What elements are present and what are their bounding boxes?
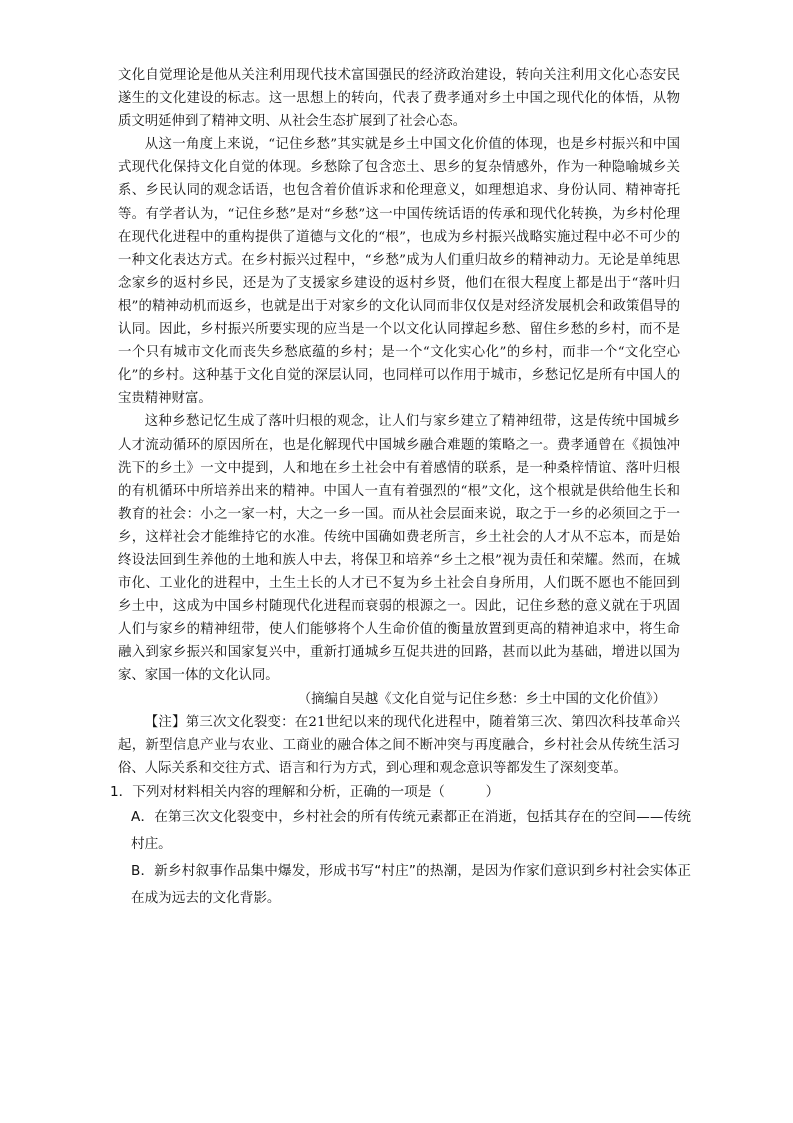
footnote: 【注】第三次文化裂变：在21世纪以来的现代化进程中，随着第三次、第四次科技革命兴起，新型信息产业与农业、工商业的融合体之间不断冲突与再度融合，乡村社会从传统生活习俗、人际关系和交往方式、语言和行为方式，到心理和观念意识等都发生了深刻变革。 xyxy=(118,714,680,776)
option-a[interactable]: A．在第三次文化裂变中，乡村社会的所有传统元素都正在消逝，包括其存在的空间——传统村庄。 xyxy=(131,808,691,852)
option-b[interactable]: B．新乡村叙事作品集中爆发，形成书写“村庄”的热潮，是因为作家们意识到乡村社会实体正在成为远去的文化背影。 xyxy=(131,862,691,906)
paragraph-3: 这种乡愁记忆生成了落叶归根的观念，让人们与家乡建立了精神纽带，这是传统中国城乡人才流动循环的原因所在，也是化解现代中国城乡融合难题的策略之一。费孝通曾在《损蚀冲洗下的乡土》一文中提到，人和地在乡土社会中有着感情的联系，是一种桑梓情谊、落叶归根的有机循环中所培养出来的精神。中国人一直有着强烈的“根”文化，这个根就是供给他生长和教育的社会：小之一家一村，大之一乡一国。而从社会层面来说，取之于一乡的必须回之于一乡，这样社会才能维持它的水准。传统中国确如费老所言，乡土社会的人才从不忘本，而是始终设法回到生养他的土地和族人中去，将保卫和培养“乡土之根”视为责任和荣耀。然而，在城市化、工业化的进程中，土生土长的人才已不复为乡土社会自身所用，人们既不愿也不能回到乡土中，这成为中国乡村随现代化进程而衰弱的根源之一。因此，记住乡愁的意义就在于巩固人们与家乡的精神纽带，使人们能够将个人生命价值的衡量放置到更高的精神追求中，将生命融入到家乡振兴和国家复兴中，重新打通城乡互促共进的回路，甚而以此为基础，增进以国为家、家国一体的文化认同。 xyxy=(118,414,680,684)
question-stem: 1．下列对材料相关内容的理解和分析，正确的一项是（ ） xyxy=(110,783,500,800)
document-page xyxy=(110,64,691,912)
paragraph-2: 从这一角度上来说，“记住乡愁”其实就是乡土中国文化价值的体现，也是乡村振兴和中国式现代化保持文化自觉的体现。乡愁除了包含恋土、思乡的复杂情感外，作为一种隐喻城乡关系、乡民认同的观念话语，也包含着价值诉求和伦理意义，如理想追求、身份认同、精神寄托等。有学者认为，“记住乡愁”是对“乡愁”这一中国传统话语的传承和现代化转换，为乡村伦理在现代化进程中的重构提供了道德与文化的“根”，也成为乡村振兴战略实施过程中必不可少的一种文化表达方式。在乡村振兴过程中，“乡愁”成为人们重归故乡的精神动力。无论是单纯思念家乡的返村乡民，还是为了支援家乡建设的返村乡贤，他们在很大程度上都是出于“落叶归根”的精神动机而返乡，也就是出于对家乡的文化认同而非仅仅是对经济发展机会和政策倡导的认同。因此，乡村振兴所要实现的应当是一个以文化认同撑起乡愁、留住乡愁的乡村，而不是一个只有城市文化而丧失乡愁底蕴的乡村；是一个“文化实心化”的乡村，而非一个“文化空心化”的乡村。这种基于文化自觉的深层认同，也同样可以作用于城市，乡愁记忆是所有中国人的宝贵精神财富。 xyxy=(118,137,680,407)
paragraph-1: 文化自觉理论是他从关注利用现代技术富国强民的经济政治建设，转向关注利用文化心态安民遂生的文化建设的标志。这一思想上的转向，代表了费孝通对乡土中国之现代化的体悟，从物质文明延伸到了精神文明、从社会生态扩展到了社会心态。 xyxy=(118,68,680,130)
source-citation: （摘编自吴越《文化自觉与记住乡愁：乡土中国的文化价值》） xyxy=(297,691,666,707)
